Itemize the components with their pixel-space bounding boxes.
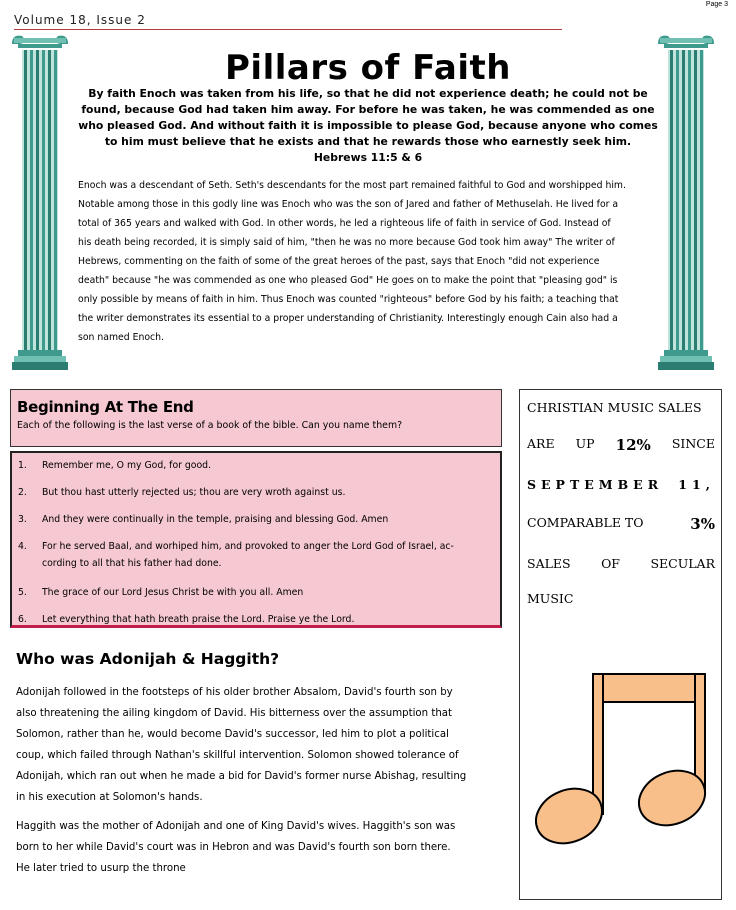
quiz-title: Beginning At The End — [17, 398, 194, 416]
sidebar-word: SECULAR — [650, 556, 715, 571]
article-line: also threatening the ailing kingdom of David. His bitterness over the assumption that — [16, 708, 453, 719]
sidebar-word: ARE — [527, 436, 555, 451]
item-number: 5. — [18, 587, 27, 598]
sidebar-line — [527, 515, 715, 533]
article-line: Adonijah, which ran out when he made a bid for David's former nurse Abishag, resulting — [16, 771, 467, 782]
enoch-article — [78, 176, 650, 347]
article-line: Adonijah followed in the footsteps of his older brother Absalom, David's fourth son by — [16, 687, 453, 698]
quiz-list — [10, 451, 502, 628]
sidebar-word: COMPARABLE TO — [527, 515, 644, 530]
sidebar-line — [527, 477, 715, 492]
article-line: Enoch was a descendant of Seth. Seth's descendants for the most part remained faithful to God and worshipped him. — [78, 180, 626, 191]
article-line: death" because "he was commended as one who pleased God" He goes on to make the point that "pleasing god" is — [78, 275, 618, 286]
sidebar-word: 11, — [678, 477, 715, 492]
item-text: And they were continually in the temple, praising and blessing God. Amen — [42, 514, 389, 525]
sidebar-percent: 12% — [615, 436, 651, 454]
article-line: Solomon, rather than he, would become David's successor, led him to plot a political — [16, 729, 449, 740]
sidebar-line: MUSIC — [527, 591, 574, 606]
article-line: born to her while David's court was in Hebron and was David's fourth son born there. — [16, 842, 451, 853]
item-text-cont: cording to all that his father had done. — [42, 558, 222, 569]
article-line: coup, which failed through Nathan's skillful intervention. Solomon showed tolerance of — [16, 750, 459, 761]
article-line: son named Enoch. — [78, 332, 165, 343]
page-title: Pillars of Faith — [225, 48, 511, 88]
issue-label: Volume 18, Issue 2 — [14, 13, 146, 27]
item-text: For he served Baal, and worhiped him, and provoked to anger the Lord God of Israel, ac- — [42, 541, 454, 552]
sidebar-word: UP — [575, 436, 595, 451]
sidebar-line: CHRISTIAN MUSIC SALES — [527, 400, 702, 415]
sidebar-line — [527, 436, 715, 454]
sidebar-word: SEPTEMBER — [527, 477, 664, 492]
article-line: the writer demonstrates its essential to a proper understanding of Christianity. Interestingly enough Cain also had a — [78, 313, 618, 324]
header-rule — [14, 29, 562, 30]
article-line: his death being recorded, it is simply said of him, "then he was no more because God took him away" The writer of — [78, 237, 615, 248]
quiz-header-box — [10, 389, 502, 447]
item-number: 4. — [18, 541, 27, 552]
sidebar-word: SINCE — [671, 436, 715, 451]
verse-text: By faith Enoch was taken from his life, so that he did not experience death; he could not be found, because God had taken him away. For before he was taken, he was commended as one who pleased God. And without faith it is impossible to please God, because anyone who comes to him must believe that he exists and that he rewards those who earnestly seek him. — [78, 87, 658, 148]
page-number: Page 3 — [705, 1, 728, 8]
article-line: Haggith was the mother of Adonijah and one of King David's wives. Haggith's son was — [16, 821, 456, 832]
sidebar-line — [527, 556, 715, 571]
item-number: 6. — [18, 614, 27, 625]
item-text: Let everything that hath breath praise the Lord. Praise ye the Lord. — [42, 614, 355, 625]
section-heading: Who was Adonijah & Haggith? — [16, 650, 280, 668]
article-line: Hebrews, commenting on the faith of some of the great heroes of the past, says that Enoch "did not experience — [78, 256, 600, 267]
item-number: 2. — [18, 487, 27, 498]
item-number: 3. — [18, 514, 27, 525]
article-line: Notable among those in this godly line was Enoch who was the son of Jared and father of Methuselah. He lived for a — [78, 199, 619, 210]
item-text: The grace of our Lord Jesus Christ be with you all. Amen — [42, 587, 304, 598]
haggith-paragraph — [16, 816, 506, 879]
sidebar-word: OF — [601, 556, 620, 571]
sidebar-word: SALES — [527, 556, 571, 571]
sidebar-percent: 3% — [690, 515, 715, 533]
adonijah-paragraph — [16, 682, 506, 808]
scripture-verse — [78, 86, 658, 166]
article-line: only possible by means of faith in him. Thus Enoch was counted "righteous" before God by his faith; a teaching that — [78, 294, 619, 305]
item-text: But thou hast utterly rejected us; thou are very wroth against us. — [42, 487, 346, 498]
item-text: Remember me, O my God, for good. — [42, 460, 212, 471]
quiz-intro: Each of the following is the last verse of a book of the bible. Can you name them? — [17, 420, 403, 431]
article-line: He later tried to usurp the throne — [16, 863, 186, 874]
verse-reference: Hebrews 11:5 & 6 — [313, 151, 423, 164]
article-line: in his execution at Solomon's hands. — [16, 792, 203, 803]
article-line: total of 365 years and walked with God. In other words, he led a righteous life of faith in service of God. Instead of — [78, 218, 611, 229]
item-number: 1. — [18, 460, 27, 471]
music-note-icon — [535, 670, 713, 850]
